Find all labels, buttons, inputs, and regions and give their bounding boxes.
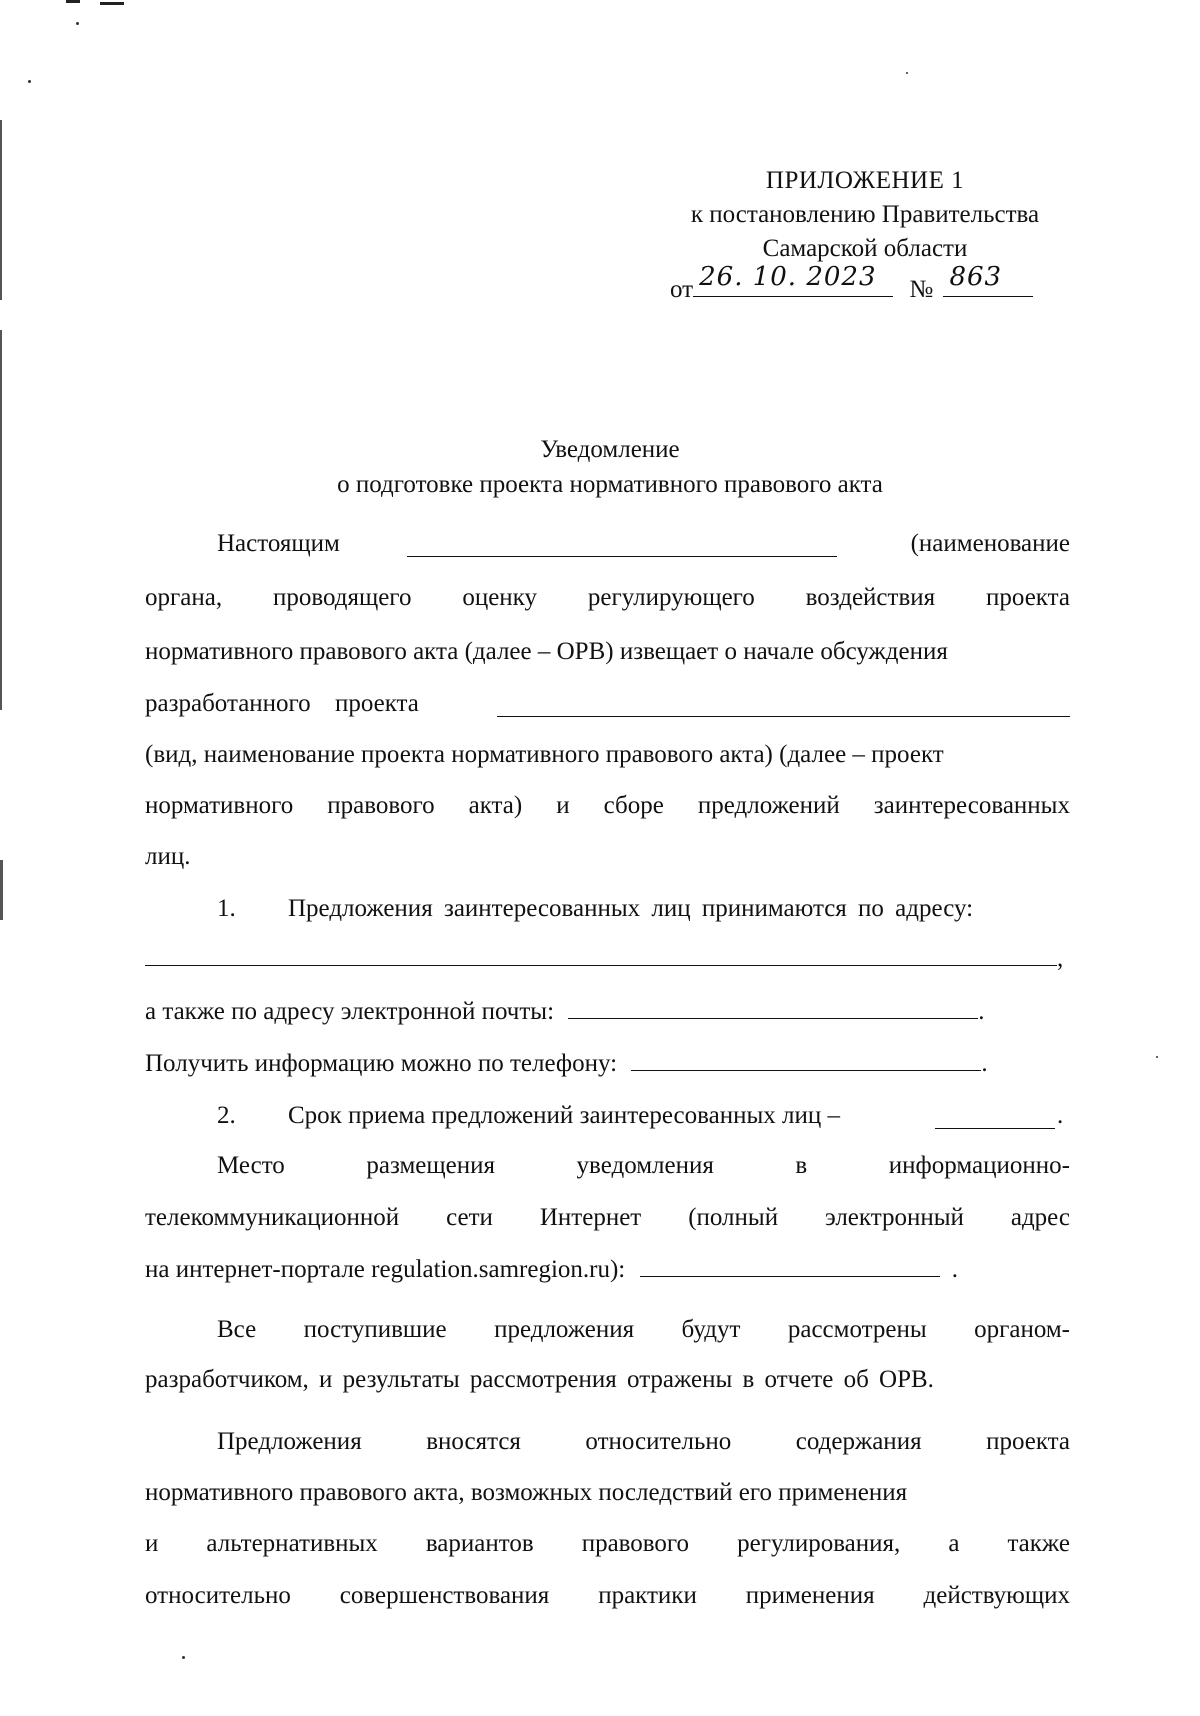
text: (наименование — [910, 530, 1070, 557]
number-field — [943, 262, 1033, 297]
document-title — [150, 432, 1070, 502]
paragraph-line — [145, 1204, 1070, 1232]
word: регулирующего — [587, 584, 755, 611]
date-prefix: от — [670, 276, 694, 303]
phone-line — [145, 1050, 1070, 1078]
word: оценку — [462, 584, 537, 611]
word: относительно — [585, 1428, 732, 1455]
text: Настоящим — [217, 530, 340, 557]
punctuation: . — [951, 1256, 958, 1283]
word: и — [556, 792, 570, 819]
list-text: Предложения заинтересованных лиц принимаются по адресу: — [288, 895, 974, 922]
word: относительно — [145, 1582, 291, 1609]
word: Предложения — [217, 1428, 362, 1455]
scan-dot — [76, 22, 79, 25]
word: действующих — [923, 1582, 1070, 1609]
word: проекта — [986, 584, 1070, 611]
scan-edge — [0, 330, 2, 710]
word: акта) — [468, 792, 523, 819]
list-number: 1. — [217, 895, 236, 922]
title-line-1: Уведомление — [540, 436, 680, 463]
scan-dot — [182, 1656, 185, 1659]
word: сети — [446, 1204, 493, 1231]
paragraph-line — [145, 1428, 1070, 1456]
word: органом- — [974, 1316, 1070, 1343]
word: а — [948, 1530, 960, 1557]
paragraph-line: нормативного правового акта, возможных последствий его применения — [145, 1479, 908, 1506]
word: адрес — [1010, 1204, 1070, 1231]
word: Место — [217, 1152, 285, 1179]
word: уведомления — [576, 1152, 714, 1179]
paragraph-line — [145, 1582, 1070, 1610]
title-line-2: о подготовке проекта нормативного правового акта — [337, 471, 883, 498]
word: органа, — [145, 584, 223, 611]
scan-edge — [0, 120, 2, 300]
paragraph-line — [145, 1152, 1070, 1180]
blank-address — [145, 945, 1057, 966]
appendix-header — [660, 164, 1070, 307]
paragraph-line — [145, 1316, 1070, 1344]
paragraph-line: (вид, наименование проекта нормативного правового акта) (далее – проект — [145, 741, 944, 768]
word: сборе — [603, 792, 664, 819]
word: размещения — [366, 1152, 495, 1179]
word: проекта — [334, 690, 419, 717]
word: и — [145, 1530, 159, 1557]
scan-dot — [906, 72, 908, 74]
address-line — [145, 945, 1070, 973]
word: практики — [598, 1582, 697, 1609]
scan-mark — [66, 0, 80, 3]
number-prefix: № — [909, 276, 934, 303]
word: проводящего — [272, 584, 412, 611]
word: (полный — [688, 1204, 779, 1231]
phone-label: Получить информацию можно по телефону: — [145, 1050, 618, 1077]
paragraph-line — [145, 1530, 1070, 1558]
word: правового — [581, 1530, 690, 1557]
paragraph-line: лиц. — [145, 843, 191, 870]
portal-label: на интернет-портале regulation.samregion.ru): — [145, 1256, 626, 1283]
punctuation: . — [981, 1050, 988, 1077]
word: применения — [745, 1582, 875, 1609]
word: в — [795, 1152, 808, 1179]
scan-dot — [28, 80, 31, 83]
word: рассмотрены — [787, 1316, 927, 1343]
list-number: 2. — [217, 1102, 236, 1129]
appendix-line-2: к постановлению Правительства — [690, 201, 1040, 228]
blank-deadline — [935, 1108, 1055, 1129]
paragraph-line — [145, 690, 1070, 718]
handwritten-number: 863 — [949, 262, 1003, 292]
word: заинтересованных — [873, 792, 1070, 819]
scan-dot — [1156, 1056, 1158, 1058]
punctuation: . — [978, 998, 985, 1025]
word: будут — [681, 1316, 741, 1343]
word: нормативного — [145, 792, 294, 819]
word: поступившие — [303, 1316, 447, 1343]
blank-organ-name — [407, 536, 837, 557]
word: содержания — [795, 1428, 922, 1455]
blank-project-name — [497, 696, 1070, 717]
email-label: а также по адресу электронной почты: — [145, 998, 555, 1025]
blank-email — [568, 998, 978, 1019]
date-field — [693, 262, 893, 297]
appendix-date-line — [660, 262, 1070, 307]
scan-mark — [100, 2, 124, 5]
portal-line — [145, 1256, 1070, 1284]
word: регулирования, — [737, 1530, 901, 1557]
email-line — [145, 998, 1070, 1026]
word: вариантов — [425, 1530, 534, 1557]
paragraph-line — [145, 584, 1070, 612]
paragraph-line — [145, 792, 1070, 820]
blank-portal-address — [640, 1256, 940, 1277]
paragraph-line: разработчиком, и результаты рассмотрения отражены в отчете об ОРВ. — [145, 1366, 934, 1393]
word: вносятся — [426, 1428, 521, 1455]
appendix-title: ПРИЛОЖЕНИЕ 1 — [765, 167, 965, 194]
word: правового — [327, 792, 435, 819]
word: разработанного — [145, 690, 311, 717]
word: альтернативных — [206, 1530, 378, 1557]
word: электронный — [825, 1204, 964, 1231]
word: Интернет — [539, 1204, 642, 1231]
word: телекоммуникационной — [145, 1204, 400, 1231]
blank-phone — [631, 1050, 981, 1071]
word: также — [1007, 1530, 1070, 1557]
appendix-line-3: Самарской области — [762, 235, 968, 262]
punctuation: , — [1057, 945, 1064, 972]
paragraph-line: нормативного правового акта (далее – ОРВ) извещает о начале обсуждения — [145, 638, 948, 665]
scan-edge — [0, 860, 3, 920]
word: информационно- — [888, 1152, 1070, 1179]
word: предложения — [494, 1316, 635, 1343]
handwritten-date: 26. 10. 2023 — [699, 262, 877, 292]
punctuation: . — [1057, 1102, 1064, 1129]
list-text: Срок приема предложений заинтересованных лиц – — [288, 1102, 840, 1129]
word: воздействия — [805, 584, 936, 611]
word: Все — [217, 1316, 257, 1343]
word: предложений — [697, 792, 840, 819]
word: совершенствования — [339, 1582, 550, 1609]
word: проекта — [986, 1428, 1070, 1455]
